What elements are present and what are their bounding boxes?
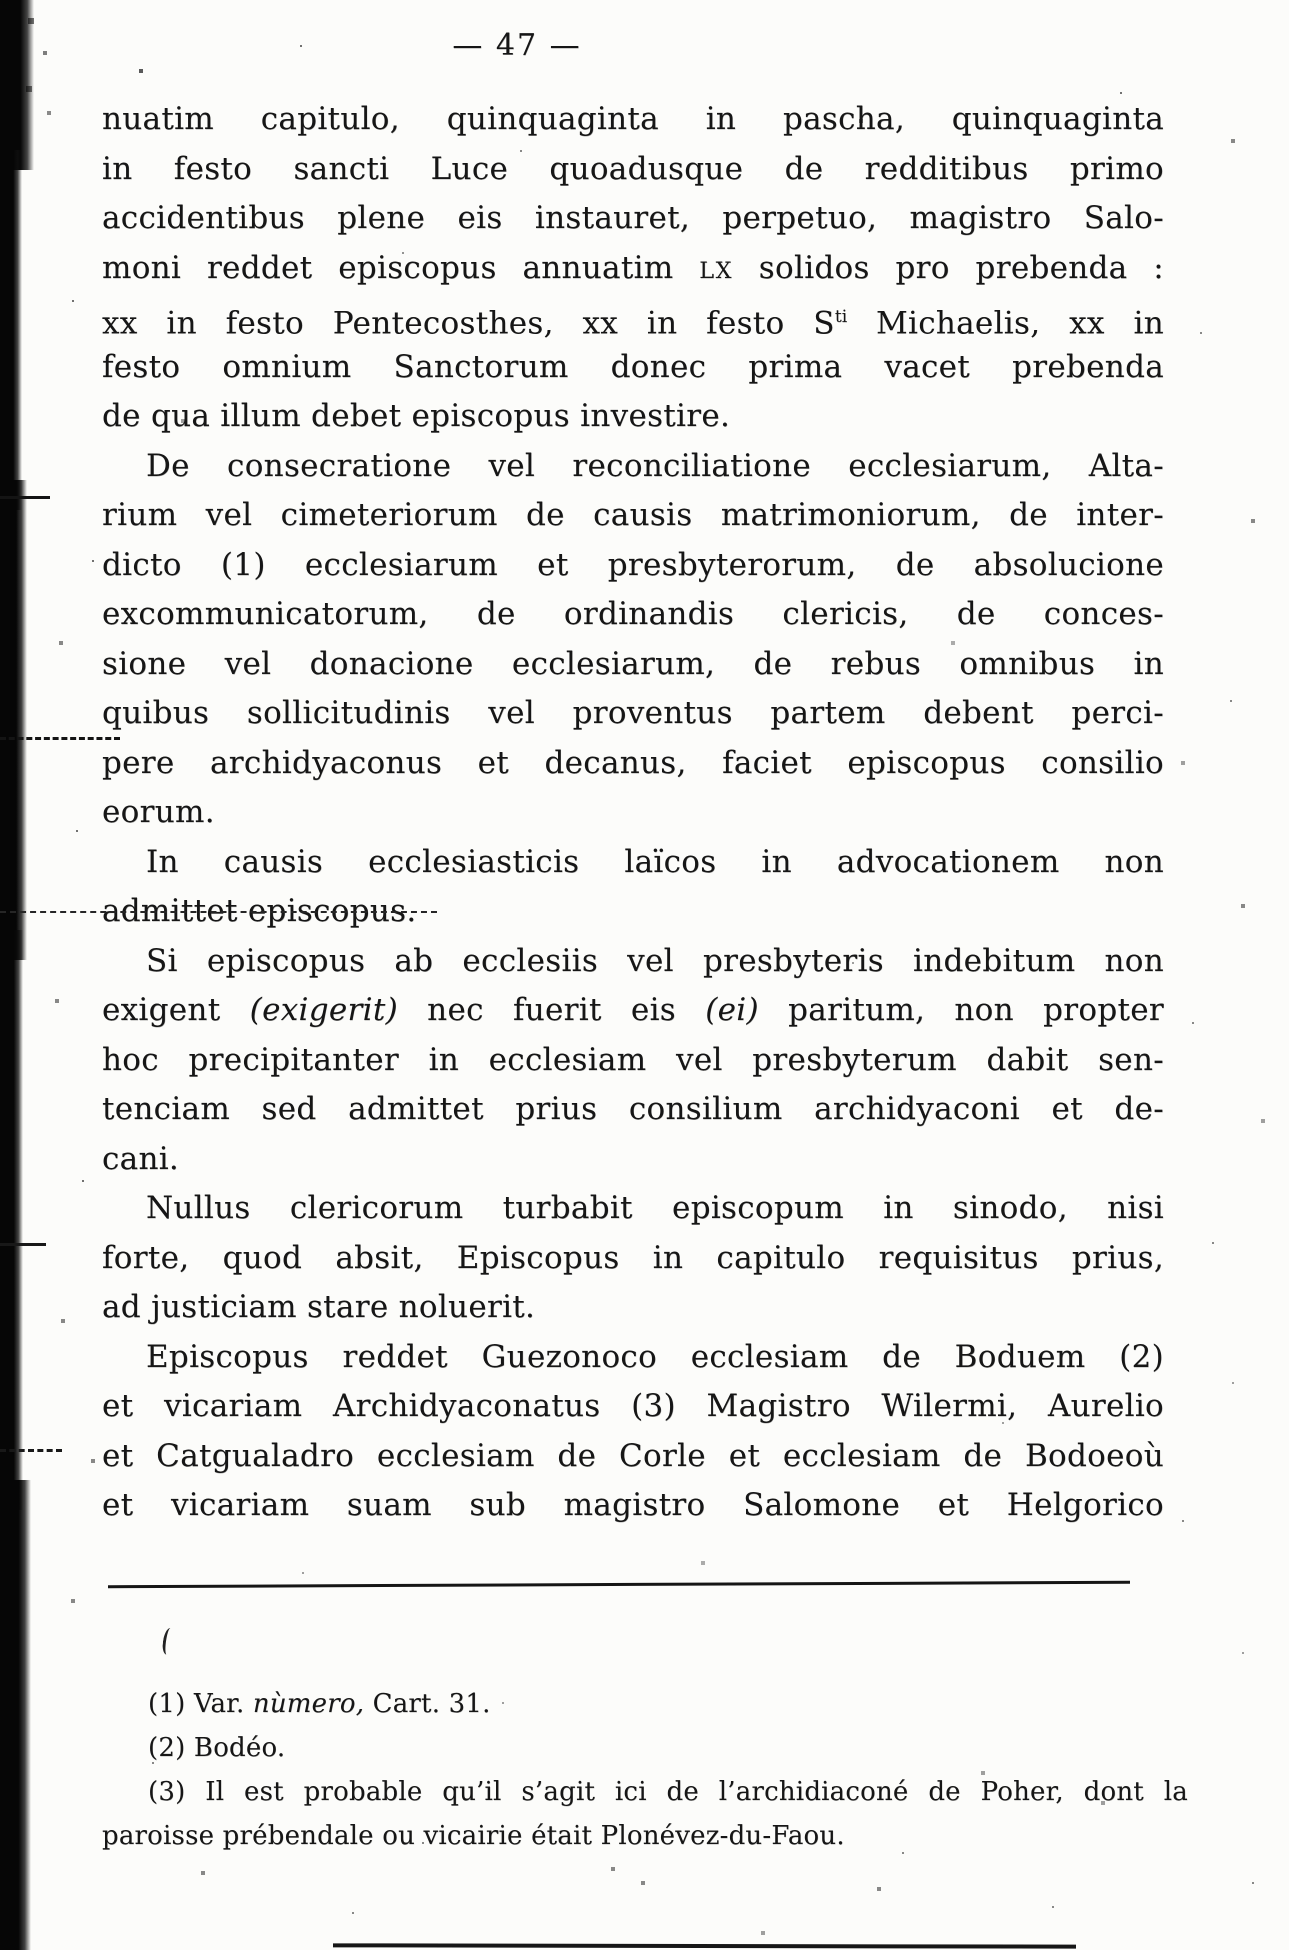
text-line (102, 590, 1164, 640)
scan-binding-bar (0, 1480, 31, 1950)
text-segment: pere archidyaconus et decanus, faciet episcopus consilio (102, 744, 1164, 781)
text-segment: de qua illum debet episcopus investire. (102, 398, 731, 434)
text-segment: Cart. 31. (364, 1689, 491, 1719)
text-line (102, 1333, 1164, 1383)
text-line (102, 838, 1164, 888)
text-segment: (exigerit) (249, 992, 398, 1028)
scan-speckles (0, 0, 2, 2)
scan-binding-bar (0, 930, 23, 1510)
text-segment: in festo sancti Luce quoadusque de redditibus primo (102, 150, 1164, 187)
text-segment: De consecratione vel reconciliatione ecclesiarum, Alta- (146, 447, 1164, 484)
text-line (102, 541, 1164, 591)
text-line (102, 1135, 1164, 1185)
text-line (102, 788, 1164, 838)
text-line (102, 1770, 1188, 1814)
text-segment: sione vel donacione ecclesiarum, de rebus omnibus in (102, 645, 1164, 682)
text-segment: (2) Bodéo. (148, 1733, 286, 1763)
text-segment: festo omnium Sanctorum donec prima vacet prebenda (102, 348, 1164, 385)
footnote-rule (108, 1581, 1130, 1588)
text-line (102, 95, 1164, 145)
text-segment: dicto (1) ecclesiarum et presbyterorum, de absolucione (102, 546, 1164, 583)
text-segment: Nullus clericorum turbabit episcopum in sinodo, nisi (146, 1190, 1164, 1226)
scan-artifact-bottom-line (333, 1943, 1076, 1948)
text-line (102, 1726, 1188, 1770)
text-segment: exigent (102, 992, 250, 1028)
scan-artifact-dotted-line (0, 911, 437, 913)
text-line (102, 1184, 1164, 1234)
text-segment: forte, quod absit, Episcopus in capitulo requisitus prius, (102, 1239, 1164, 1276)
scan-binding-bar (0, 150, 22, 510)
text-line (102, 1814, 1188, 1858)
text-segment: accidentibus plene eis instauret, perpetuo, magistro Salo- (102, 200, 1164, 236)
scan-binding-bar (0, 0, 34, 170)
text-segment: Michaelis, xx in (847, 305, 1164, 342)
text-segment: (3) Il est probable qu’il s’agit ici de l’archidiaconé de Poher, dont la (148, 1777, 1188, 1807)
text-segment: paroisse prébendale ou vicairie était Plonévez-du-Faou. (102, 1821, 845, 1851)
scan-artifact-dash (0, 1243, 46, 1246)
text-segment: excommunicatorum, de ordinandis clericis, de conces- (102, 596, 1164, 632)
text-line (102, 343, 1164, 393)
text-line (102, 145, 1164, 195)
text-line (102, 1432, 1164, 1482)
scan-artifact-dash (0, 737, 120, 740)
text-segment: moni reddet episcopus annuatim (102, 249, 700, 286)
text-segment: ad justiciam stare noluerit. (102, 1289, 536, 1325)
text-line (102, 1085, 1164, 1135)
body-text (102, 95, 1164, 1531)
text-segment: nec fuerit eis (397, 992, 706, 1028)
text-segment: Si episcopus ab ecclesiis vel presbyteris indebitum non (146, 942, 1164, 979)
text-line (102, 491, 1164, 541)
text-segment: LX (699, 257, 733, 284)
text-segment: ti (834, 307, 848, 327)
text-line (102, 1036, 1164, 1086)
page-number: — 47 — (452, 28, 582, 63)
text-line (102, 1283, 1164, 1333)
text-line (102, 1234, 1164, 1284)
text-segment: nùmero, (252, 1689, 365, 1719)
text-line (102, 986, 1164, 1036)
footnotes (102, 1682, 1188, 1858)
scan-artifact-mark (161, 1627, 176, 1655)
text-segment: paritum, non propter (758, 992, 1164, 1028)
scan-artifact-dash (0, 496, 50, 499)
text-line (102, 293, 1164, 343)
text-line (102, 244, 1164, 294)
text-line (102, 1382, 1164, 1432)
text-segment: xx in festo Pentecosthes, xx in festo S (102, 305, 835, 342)
scan-binding-shadow (0, 0, 60, 1950)
text-line (102, 640, 1164, 690)
scan-binding-bar (0, 480, 27, 960)
text-segment: nuatim capitulo, quinquaginta in pascha, quinquaginta (102, 101, 1164, 137)
text-segment: solidos pro prebenda : (733, 249, 1164, 286)
text-segment: admittet episcopus. (102, 893, 417, 929)
text-line (102, 937, 1164, 987)
text-segment: et Catgualadro ecclesiam de Corle et ecclesiam de Bodoeoù (102, 1437, 1164, 1474)
text-line (102, 194, 1164, 244)
text-line (102, 689, 1164, 739)
scan-artifact-dash (0, 1449, 62, 1452)
text-segment: Episcopus reddet Guezonoco ecclesiam de Boduem (2) (146, 1338, 1164, 1375)
text-line (102, 1682, 1188, 1726)
text-segment: eorum. (102, 794, 215, 830)
text-segment: et vicariam Archidyaconatus (3) Magistro Wilermi, Aurelio (102, 1388, 1164, 1424)
text-line (102, 1481, 1164, 1531)
text-segment: rium vel cimeteriorum de causis matrimoniorum, de inter- (102, 497, 1164, 533)
text-segment: hoc precipitanter in ecclesiam vel presbyterum dabit sen- (102, 1041, 1164, 1078)
text-segment: cani. (102, 1140, 180, 1177)
text-line (102, 442, 1164, 492)
text-line (102, 739, 1164, 789)
text-segment: et vicariam suam sub magistro Salomone et Helgorico (102, 1487, 1164, 1523)
text-segment: (ei) (705, 992, 759, 1028)
text-segment: In causis ecclesiasticis laïcos in advocationem non (146, 843, 1164, 880)
text-segment: quibus sollicitudinis vel proventus partem debent perci- (102, 695, 1164, 731)
text-segment: (1) Var. (148, 1689, 253, 1719)
text-segment: tenciam sed admittet prius consilium archidyaconi et de- (102, 1091, 1164, 1127)
text-line (102, 392, 1164, 442)
